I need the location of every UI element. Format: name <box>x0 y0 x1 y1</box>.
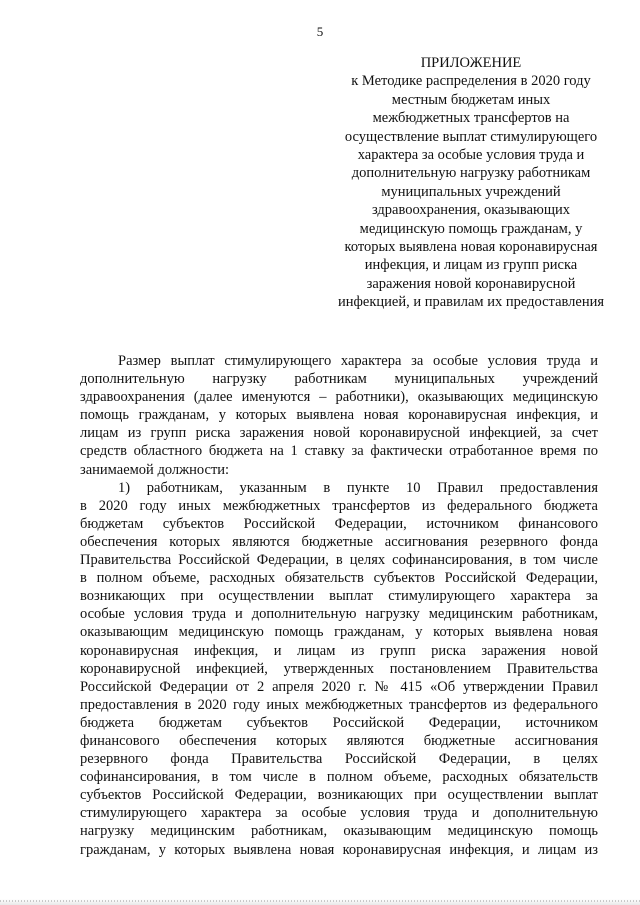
paragraph-line: в полном объеме, расходных обязательств субъектов Российской Федерации, <box>80 570 598 587</box>
paragraph-line: лицам из групп риска заражения новой коронавирусной инфекцией, за счет <box>80 425 598 442</box>
scan-artifact <box>0 900 640 902</box>
paragraph-line: резервного фонда Правительства Российской Федерации, в целях <box>80 751 598 768</box>
appendix-line: осуществление выплат стимулирующего <box>344 128 598 145</box>
paragraph-line: предоставления в 2020 году иных межбюджетных трансфертов из федерального <box>80 696 598 713</box>
paragraph-line: бюджетам субъектов Российской Федерации, источником финансового <box>80 515 598 532</box>
body-text <box>80 352 598 859</box>
appendix-line: муниципальных учреждений <box>381 183 561 200</box>
paragraph-line: коронавирусная инфекция, и лицам из групп риска заражения новой <box>80 642 598 659</box>
paragraph-line: обеспечения которых являются бюджетные ассигнования резервного фонда <box>80 533 598 550</box>
paragraph-line: стимулирующего характера за особые условия труда и дополнительную <box>80 805 598 822</box>
paragraph-line: здравоохранения (далее именуются – работники), оказывающих медицинскую <box>80 389 598 406</box>
paragraph-line: финансового обеспечения которых являются бюджетные ассигнования <box>80 732 598 749</box>
appendix-line: заражения новой коронавирусной <box>366 275 576 292</box>
paragraph-line: Российской Федерации от 2 апреля 2020 г. № 415 «Об утверждении Правил <box>80 678 598 695</box>
page-number: 5 <box>316 24 324 39</box>
appendix-line: характера за особые условия труда и <box>357 147 585 164</box>
appendix-line: к Методике распределения в 2020 году <box>351 73 591 90</box>
appendix-line: медицинскую помощь гражданам, у <box>359 220 583 237</box>
paragraph-line: бюджета бюджетам субъектов Российской Федерации, источником <box>80 714 598 731</box>
paragraph-line: возникающих при осуществлении выплат стимулирующего характера за <box>80 588 598 605</box>
paragraph-line: субъектов Российской Федерации, возникающих при осуществлении выплат <box>80 787 598 804</box>
paragraph-line: особые условия труда и дополнительную нагрузку медицинским работникам, <box>80 606 598 623</box>
paragraph-line: коронавирусной инфекцией, утвержденных постановлением Правительства <box>80 660 598 677</box>
paragraph-line: нагрузку медицинским работникам, оказывающим медицинскую помощь <box>80 823 598 840</box>
paragraph-line: средств областного бюджета на 1 ставку за фактически отработанное время по <box>80 443 598 460</box>
paragraph-line: в 2020 году иных межбюджетных трансфертов из федерального бюджета <box>80 497 598 514</box>
paragraph-line: занимаемой должности: <box>80 461 230 478</box>
appendix-line: местным бюджетам иных <box>391 91 551 108</box>
list-item-line: 1) работникам, указанным в пункте 10 Правил предоставления <box>118 479 598 496</box>
paragraph-line: помощь гражданам, у которых выявлена новая коронавирусная инфекция, и <box>80 407 598 424</box>
paragraph-line: Правительства Российской Федерации, в целях софинансирования, в том числе <box>80 552 598 569</box>
paragraph-line: дополнительную нагрузку работникам муниципальных учреждений <box>80 371 598 388</box>
paragraph-line: гражданам, у которых выявлена новая коронавирусная инфекция, и лицам из <box>80 841 598 858</box>
appendix-line: дополнительную нагрузку работникам <box>351 165 591 182</box>
paragraph-line: Размер выплат стимулирующего характера за особые условия труда и <box>118 353 598 369</box>
appendix-line: межбюджетных трансфертов на <box>372 110 570 127</box>
appendix-line: которых выявлена новая коронавирусная <box>344 239 598 256</box>
appendix-line: инфекцией, и правилам их предоставления <box>337 294 605 311</box>
appendix-title: ПРИЛОЖЕНИЕ <box>420 55 522 71</box>
paragraph-line: софинансирования, в том числе в полном объеме, расходных обязательств <box>80 769 598 786</box>
appendix-line: инфекция, и лицам из групп риска <box>364 257 578 274</box>
appendix-line: здравоохранения, оказывающих <box>371 202 571 219</box>
appendix-header <box>318 54 624 312</box>
paragraph-line: оказывающим медицинскую помощь гражданам, у которых выявлена новая <box>80 624 598 641</box>
